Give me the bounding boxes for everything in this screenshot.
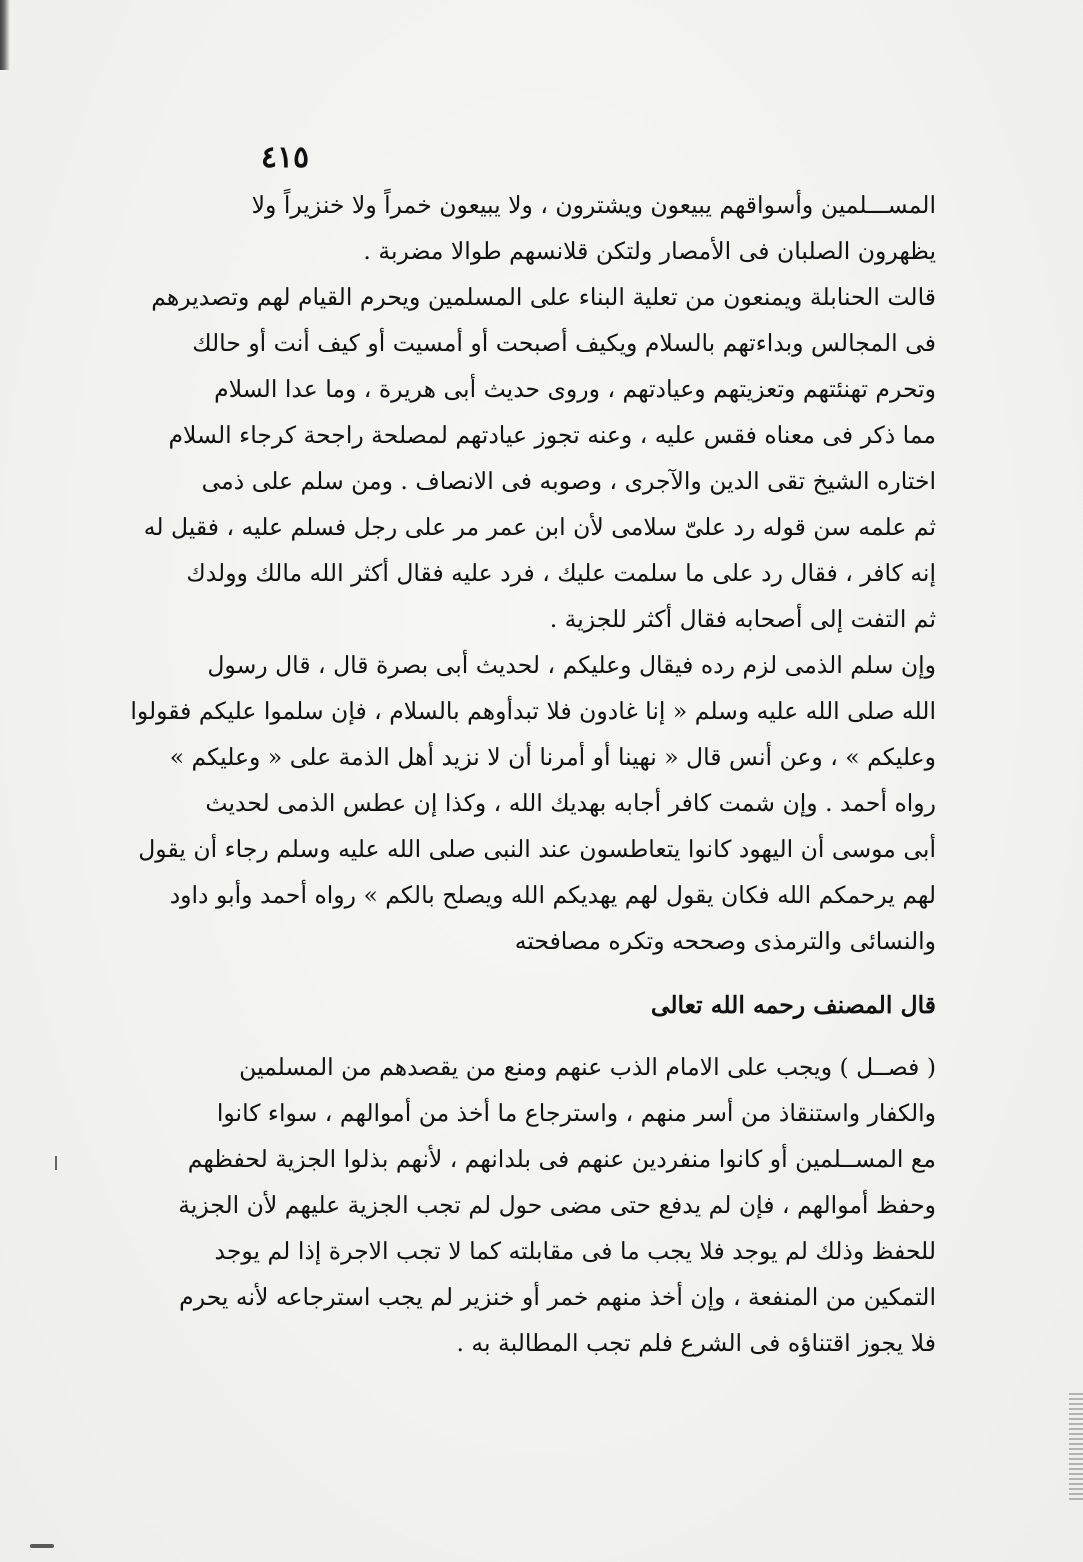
text-line: وإن سلم الذمى لزم رده فيقال وعليكم ، لحديث أبى بصرة قال ، قال رسول <box>207 651 936 679</box>
paragraph-fasl <box>178 1044 936 1366</box>
text-line: اختاره الشيخ تقى الدين والآجرى ، وصوبه فى الانصاف . ومن سلم على ذمى <box>201 467 936 495</box>
text-line: فلا يجوز اقتناؤه فى الشرع فلم تجب المطالبة به . <box>456 1329 936 1357</box>
text-line: ثم علمه سن قوله رد علىّ سلامى لأن ابن عمر مر على رجل فسلم عليه ، فقيل له <box>143 513 936 541</box>
binding-shadow <box>0 0 10 70</box>
text-line: وتحرم تهنئتهم وتعزيتهم وعيادتهم ، وروى حديث أبى هريرة ، وما عدا السلام <box>214 375 936 403</box>
text-line: وعليكم » ، وعن أنس قال « نهينا أو أمرنا أن لا نزيد أهل الذمة على « وعليكم » <box>169 743 936 771</box>
text-line: لهم يرحمكم الله فكان يقول لهم يهديكم الله ويصلح بالكم » رواه أحمد وأبو داود <box>169 881 936 909</box>
text-line: إنه كافر ، فقال رد على ما سلمت عليك ، فرد عليه فقال أكثر الله مالك وولدك <box>186 559 936 587</box>
page-number: ٤١٥ <box>260 140 310 175</box>
bottom-ink-mark <box>30 1544 54 1548</box>
text-line: مع المســلمين أو كانوا منفردين عنهم فى بلدانهم ، لأنهم بذلوا الجزية لحفظهم <box>187 1145 936 1173</box>
text-line: والكفار واستنقاذ من أسر منهم ، واسترجاع ما أخذ من أموالهم ، سواء كانوا <box>216 1099 936 1127</box>
text-line: والنسائى والترمذى وصححه وتكره مصافحته <box>514 927 936 955</box>
text-line: المســـلمين وأسواقهم يبيعون ويشترون ، ولا يبيعون خمراً ولا خنزيراً ولا <box>251 191 936 219</box>
text-line: قالت الحنابلة ويمنعون من تعلية البناء على المسلمين ويحرم القيام لهم وتصديرهم <box>151 283 936 311</box>
text-line: ثم التفت إلى أصحابه فقال أكثر للجزية . <box>549 605 936 633</box>
text-line: وحفظ أموالهم ، فإن لم يدفع حتى مضى حول لم تجب الجزية عليهم لأن الجزية <box>178 1191 936 1219</box>
text-line: ( فصــل ) ويجب على الامام الذب عنهم ومنع من يقصدهم من المسلمين <box>239 1053 936 1081</box>
paragraph-2 <box>143 274 936 642</box>
text-line: رواه أحمد . وإن شمت كافر أجابه بهديك الله ، وكذا إن عطس الذمى لحديث <box>205 789 936 817</box>
margin-tick-mark <box>55 1156 57 1170</box>
text-line: أبى موسى أن اليهود كانوا يتعاطسون عند النبى صلى الله عليه وسلم رجاء أن يقول <box>138 835 936 863</box>
text-line: للحفظ وذلك لم يوجد فلا يجب ما فى مقابلته كما لا تجب الاجرة إذا لم يوجد <box>214 1237 936 1265</box>
text-line: الله صلى الله عليه وسلم « إنا غادون فلا تبدأوهم بالسلام ، فإن سلموا عليكم فقولوا <box>130 697 936 725</box>
text-line: مما ذكر فى معناه فقس عليه ، وعنه تجوز عيادتهم لمصلحة راجحة كرجاء السلام <box>168 421 936 449</box>
scan-noise-mark <box>1069 1390 1083 1500</box>
text-line: فى المجالس وبداءتهم بالسلام ويكيف أصبحت أو أمسيت أو كيف أنت أو حالك <box>192 329 936 357</box>
text-line: التمكين من المنفعة ، وإن أخذ منهم خمر أو خنزير لم يجب استرجاعه لأنه يحرم <box>179 1283 936 1311</box>
section-heading: قال المصنف رحمه الله تعالى <box>650 991 936 1019</box>
text-line: يظهرون الصلبان فى الأمصار ولتكن قلانسهم طوالا مضربة . <box>363 237 936 265</box>
paragraph-1 <box>214 182 936 274</box>
paragraph-3 <box>130 642 936 964</box>
